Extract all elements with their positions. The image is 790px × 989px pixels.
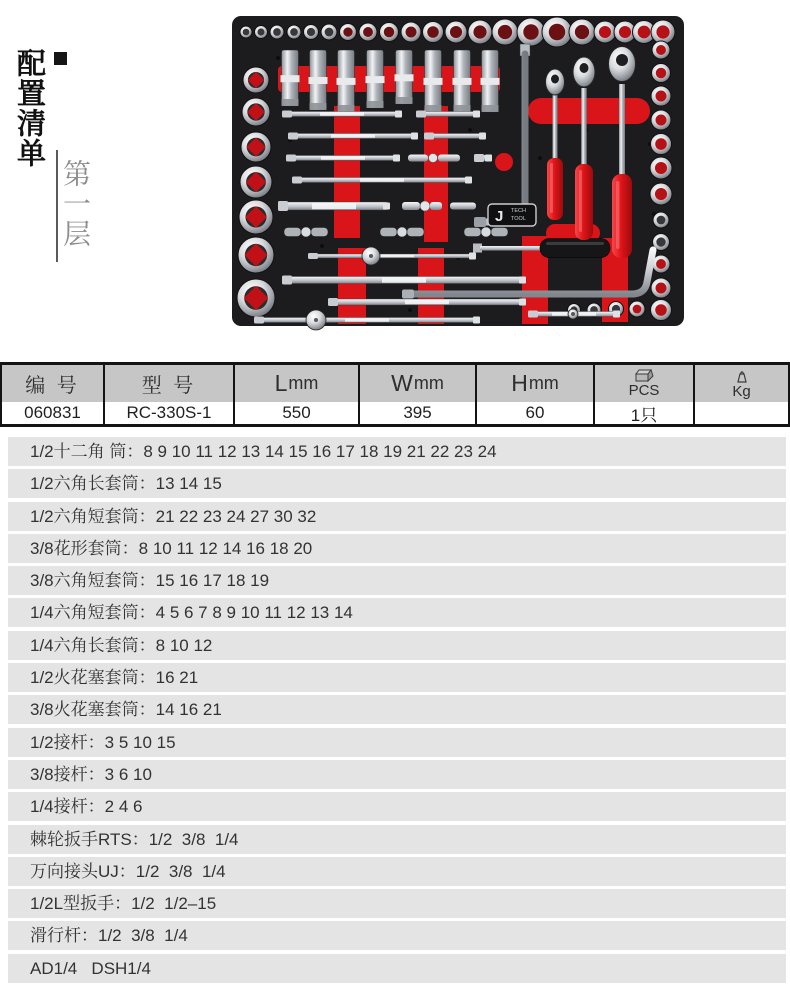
spec-row-label: 1/2接杆： <box>30 732 105 752</box>
spec-row-values: 21 22 23 24 27 30 32 <box>155 506 317 526</box>
spec-row <box>8 502 786 531</box>
spec-row-label: 1/4六角短套筒： <box>30 603 156 623</box>
col-header-length <box>233 365 358 402</box>
value-kg <box>693 402 788 424</box>
height-unit: mm <box>528 373 559 393</box>
spec-row-values: 1/2 3/8 1/4 <box>148 829 239 849</box>
logo-brand-top: TECH <box>511 208 526 214</box>
spec-row <box>8 631 786 660</box>
spec-row-values: 3 5 10 15 <box>104 732 176 752</box>
carton-icon <box>634 369 654 382</box>
kg-label: Kg <box>732 382 751 400</box>
spec-row-label: 万向接头UJ： <box>30 861 136 881</box>
tool-tray-photo <box>230 10 698 332</box>
col-header-kg <box>693 365 788 402</box>
spec-list <box>8 437 786 986</box>
spec-row-values: 3 6 10 <box>104 764 152 784</box>
weight-icon <box>733 369 751 383</box>
spec-row-values: 13 14 15 <box>155 474 222 494</box>
layer-label: 第一层 <box>60 159 91 249</box>
value-code: 060831 <box>2 402 103 424</box>
col-header-pcs <box>593 365 693 402</box>
page-title: 配置清单 <box>13 48 45 168</box>
spec-row <box>8 825 786 854</box>
value-height: 60 <box>475 402 593 424</box>
col-header-model: 型 号 <box>103 365 233 402</box>
spec-row <box>8 889 786 918</box>
tool-tray-graphic <box>230 10 698 332</box>
spec-row <box>8 760 786 789</box>
logo-initial: J <box>495 208 504 225</box>
spec-row-label: 3/8六角短套筒： <box>30 571 156 591</box>
height-letter: H <box>511 370 528 396</box>
universal-joints <box>284 227 508 237</box>
spec-row-label: 1/2十二角 筒： <box>30 442 144 461</box>
spec-row <box>8 792 786 821</box>
brand-logo <box>488 204 536 226</box>
spec-row-label: 1/2六角长套筒： <box>30 474 156 494</box>
spec-row-label: 1/4六角长套筒： <box>30 635 156 655</box>
spec-row <box>8 695 786 724</box>
spec-row-values: 8 9 10 11 12 13 14 15 16 17 18 19 21 22 23 24 <box>143 442 497 461</box>
spec-row-label: 1/2六角短套筒： <box>30 506 156 526</box>
value-model: RC-330S-1 <box>103 402 233 424</box>
spec-row-values: 16 21 <box>155 668 199 688</box>
pcs-label: PCS <box>628 382 660 399</box>
spec-row-label: 3/8花形套筒： <box>30 538 139 558</box>
col-header-width <box>358 365 475 402</box>
spec-table <box>0 362 790 427</box>
spec-row <box>8 663 786 692</box>
col-header-height <box>475 365 593 402</box>
spec-row <box>8 954 786 983</box>
spec-row <box>8 437 786 466</box>
spec-row-values: 2 4 6 <box>104 797 143 817</box>
layer-divider-line <box>56 150 58 262</box>
spec-row-values: 15 16 17 18 19 <box>155 571 270 591</box>
spec-row <box>8 566 786 595</box>
value-length: 550 <box>233 402 358 424</box>
spec-row-label: 1/2火花塞套筒： <box>30 668 156 688</box>
spec-row-label: 1/2L型扳手： <box>30 894 132 914</box>
spec-row <box>8 598 786 627</box>
col-header-code: 编 号 <box>2 365 103 402</box>
spec-row-values: AD1/4 DSH1/4 <box>30 958 151 978</box>
value-width: 395 <box>358 402 475 424</box>
spec-row <box>8 857 786 886</box>
spec-row-label: 滑行杆： <box>30 926 98 946</box>
spec-row-values: 1/2 3/8 1/4 <box>135 861 226 881</box>
spec-row-values: 1/2 1/2–15 <box>131 894 217 914</box>
spec-row-values: 8 10 11 12 14 16 18 20 <box>138 538 313 558</box>
spec-row <box>8 469 786 498</box>
width-unit: mm <box>413 373 444 393</box>
spec-row-values: 14 16 21 <box>155 700 222 720</box>
length-unit: mm <box>288 373 319 393</box>
spec-row <box>8 921 786 950</box>
value-pcs: 1只 <box>593 402 693 424</box>
title-accent-square <box>54 52 67 65</box>
length-letter: L <box>274 370 288 396</box>
spec-row-values: 8 10 12 <box>155 635 213 655</box>
spec-row-label: 3/8火花塞套筒： <box>30 700 156 720</box>
spec-row-values: 1/2 3/8 1/4 <box>98 926 188 946</box>
spec-row-values: 4 5 6 7 8 9 10 11 12 13 14 <box>155 603 353 623</box>
spec-row <box>8 534 786 563</box>
spec-row-label: 1/4接杆： <box>30 797 105 817</box>
logo-brand-bottom: TOOL <box>511 216 526 222</box>
width-letter: W <box>391 370 413 396</box>
spec-row-label: 3/8接杆： <box>30 764 105 784</box>
spec-row-label: 棘轮扳手RTS： <box>30 829 149 849</box>
spec-row <box>8 728 786 757</box>
